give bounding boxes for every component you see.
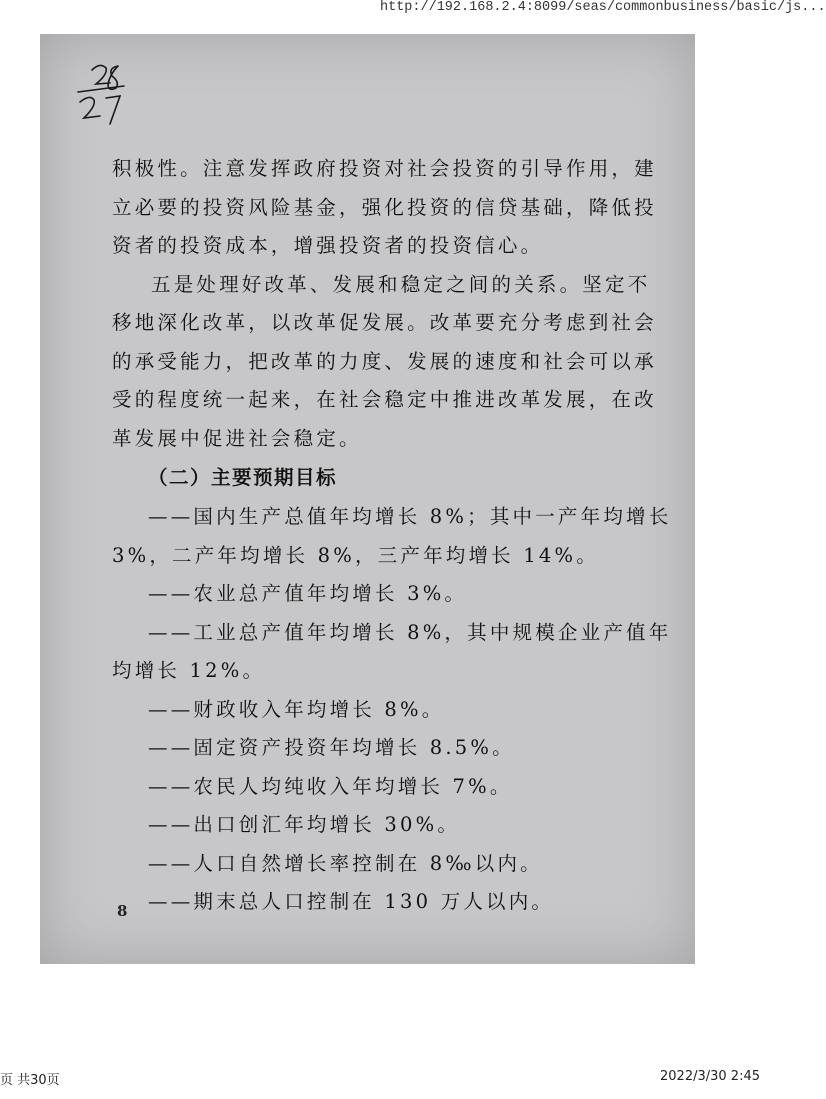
target-item: ——国内生产总值年均增长 8%；其中一产年均增长 3%，二产年均增长 8%，三产年均增长 14%。	[112, 505, 672, 567]
page-number: 8	[117, 902, 128, 920]
page-body	[112, 150, 672, 922]
target-item: ——农民人均纯收入年均增长 7%。	[148, 774, 513, 798]
target-item: ——出口创汇年均增长 30%。	[148, 813, 461, 836]
body-paragraph: 积极性。注意发挥政府投资对社会投资的引导作用，建立必要的投资风险基金，强化投资的信贷基础，降低投资者的投资成本，增强投资者的投资信心。	[112, 157, 657, 257]
handwritten-annotation	[70, 58, 130, 148]
target-item: ——人口自然增长率控制在 8‰以内。	[148, 851, 543, 875]
target-item: ——固定资产投资年均增长 8.5%。	[148, 736, 515, 759]
body-paragraph: 五是处理好改革、发展和稳定之间的关系。坚定不移地深化改革，以改革促发展。改革要充分考虑到社会的承受能力，把改革的力度、发展的速度和社会可以承受的程度统一起来，在社会稳定中推进改革发展，在改革发展中促进社会稳定。	[112, 272, 657, 450]
target-item: ——期末总人口控制在 130 万人以内。	[148, 890, 555, 913]
target-item: ——工业总产值年均增长 8%，其中规模企业产值年均增长 12%。	[112, 620, 672, 682]
target-item: ——财政收入年均增长 8%。	[148, 697, 445, 721]
footer-timestamp: 2022/3/30 2:45	[660, 1069, 760, 1084]
footer-page-info: 页 共30页	[0, 1073, 60, 1088]
browser-url: http://192.168.2.4:8099/seas/commonbusiness/basic/js...	[380, 0, 826, 15]
target-item: ——农业总产值年均增长 3%。	[148, 582, 468, 605]
section-heading: （二）主要预期目标	[148, 466, 338, 489]
